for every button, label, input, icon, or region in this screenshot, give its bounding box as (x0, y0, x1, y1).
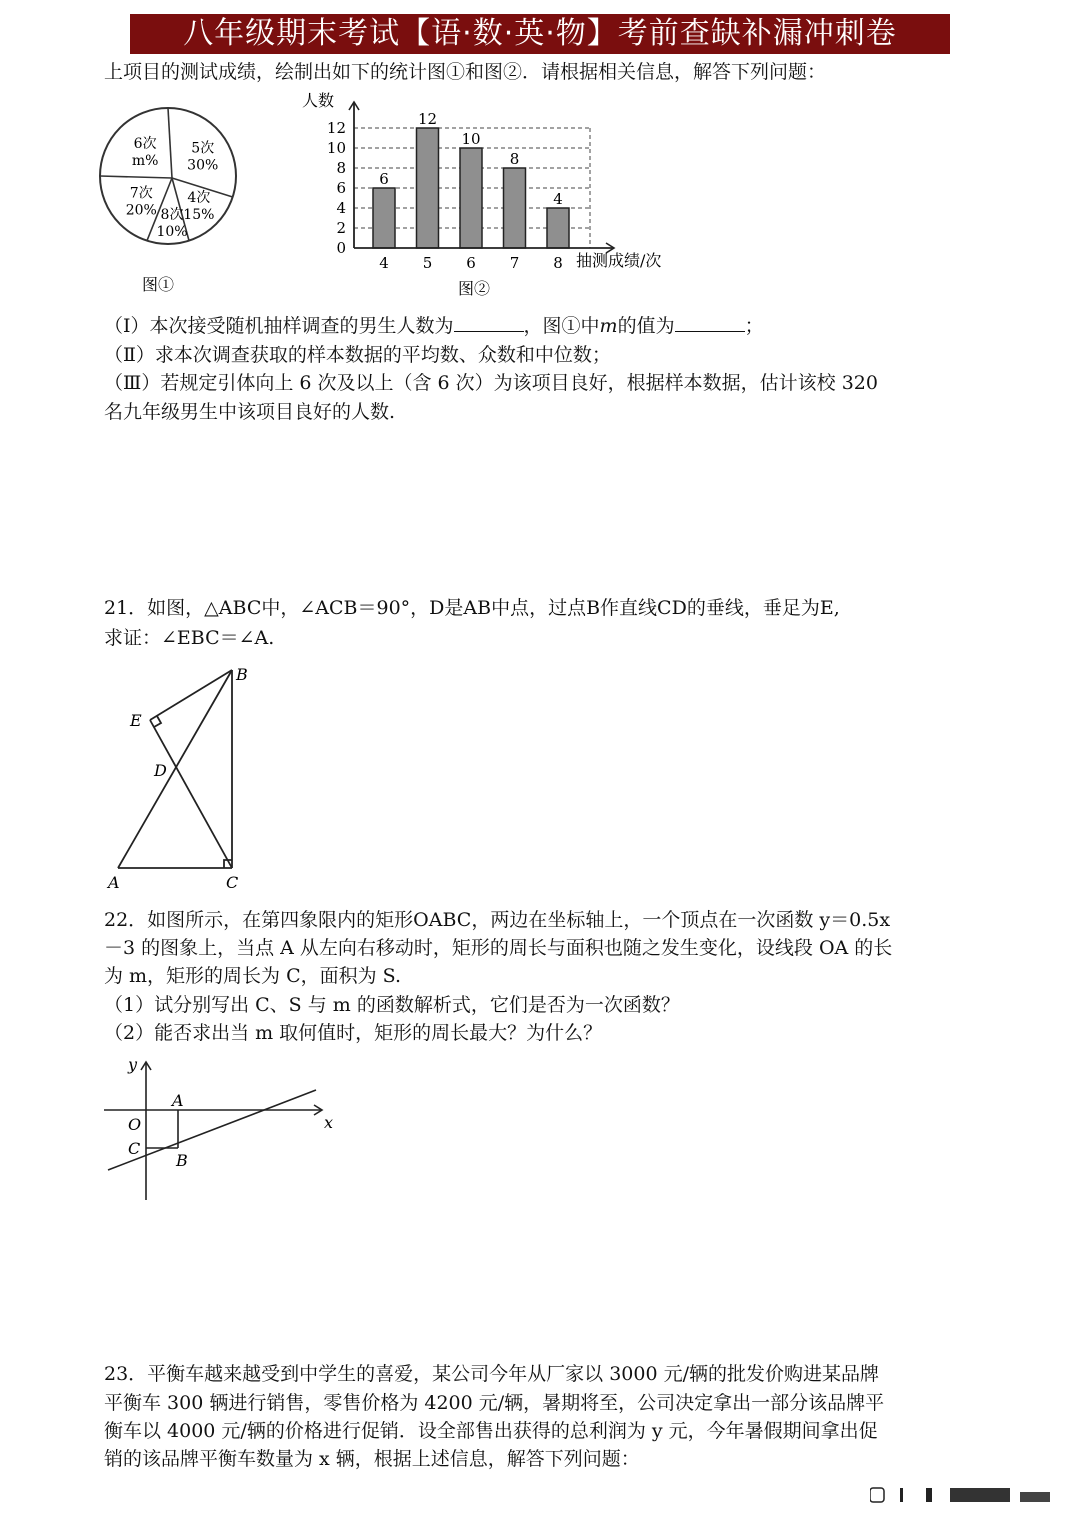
y-axis-label: 人数 (302, 91, 335, 110)
q21-line2: 求证：∠EBC＝∠A. (104, 627, 275, 649)
q20-part1: （Ⅰ）本次接受随机抽样调查的男生人数为 ，图①中m的值为 ； (104, 315, 764, 337)
x-tick-label: 8 (553, 254, 563, 272)
pie-slice-label: 5次 (191, 140, 215, 157)
pie-slice-label: 7次 (129, 185, 153, 202)
coordinate-figure (100, 1050, 350, 1205)
decorative-bars (870, 1486, 1060, 1506)
y-tick-label: 10 (326, 139, 346, 157)
pie-slice-percent: 30% (187, 157, 219, 174)
triangle-figure (100, 660, 270, 896)
page-banner: 八年级期末考试【语·数·英·物】考前查缺补漏冲刺卷 (130, 14, 950, 54)
bar-value-label: 6 (379, 170, 389, 188)
q22-part2: （2）能否求出当 m 取何值时，矩形的周长最大？为什么？ (104, 1022, 603, 1044)
q20-part2: （Ⅱ）求本次调查获取的样本数据的平均数、众数和中位数； (104, 344, 611, 366)
x-tick-label: 4 (379, 254, 389, 272)
q23-line1: 23．平衡车越来越受到中学生的喜爱，某公司今年从厂家以 3000 元/辆的批发价购进某品牌 (104, 1363, 880, 1385)
q22-part1: （1）试分别写出 C、S 与 m 的函数解析式，它们是否为一次函数？ (104, 994, 680, 1016)
y-tick-label: 4 (336, 199, 346, 217)
q20-part3a: （Ⅲ）若规定引体向上 6 次及以上（含 6 次）为该项目良好，根据样本数据，估计该校 320 (104, 372, 878, 394)
q21-line1: 21．如图，△ABC中，∠ACB＝90°，D是AB中点，过点B作直线CD的垂线，垂足为E, (104, 597, 840, 619)
q20-part3b: 名九年级男生中该项目良好的人数. (104, 401, 396, 423)
segment-EB (150, 670, 232, 720)
y-tick-label: 6 (336, 179, 346, 197)
bar (547, 208, 569, 248)
pie-caption: 图① (141, 275, 175, 294)
y-tick-label: 8 (336, 159, 346, 177)
label-E: E (130, 711, 142, 730)
q23-line2: 平衡车 300 辆进行销售，零售价格为 4200 元/辆，暑期将至，公司决定拿出一部分该品牌平 (104, 1392, 885, 1414)
y-tick-label: 2 (336, 219, 346, 237)
bar-value-label: 8 (509, 150, 520, 168)
answer-blank-1[interactable] (454, 313, 524, 332)
label-A: A (108, 873, 120, 892)
pie-slice-percent: m% (131, 153, 159, 170)
pie-chart (96, 100, 256, 300)
bar-value-label: 10 (461, 130, 481, 148)
pie-slice-percent: 15% (183, 206, 215, 223)
bar (417, 128, 439, 248)
label-B: B (236, 665, 248, 684)
bar-value-label: 4 (553, 190, 563, 208)
label-A: A (172, 1091, 184, 1110)
q23-line3: 衡车以 4000 元/辆的价格进行促销．设全部售出获得的总利润为 y 元，今年暑假期间拿出促 (104, 1420, 878, 1442)
label-O: O (128, 1115, 142, 1134)
pie-slice-label: 4次 (187, 189, 211, 206)
answer-blank-2[interactable] (675, 313, 745, 332)
pie-slice-percent: 10% (156, 224, 188, 240)
x-tick-label: 7 (509, 254, 520, 272)
label-B: B (176, 1151, 188, 1170)
q22-line2: －3 的图象上，当点 A 从左向右移动时，矩形的周长与面积也随之发生变化，设线段 OA 的长 (104, 937, 893, 959)
x-tick-label: 5 (422, 254, 433, 272)
q20-intro: 上项目的测试成绩，绘制出如下的统计图①和图②．请根据相关信息，解答下列问题： (104, 61, 827, 83)
label-y: y (128, 1055, 138, 1074)
q22-line3: 为 m，矩形的周长为 C，面积为 S. (104, 965, 402, 987)
pie-slice-label: 8次 (160, 207, 184, 223)
bar-caption: 图② (457, 279, 491, 298)
y-tick-label: 0 (336, 239, 346, 257)
bar-value-label: 12 (417, 110, 438, 128)
bar-chart (296, 88, 686, 300)
label-C: C (128, 1139, 141, 1158)
bar (460, 148, 482, 248)
pie-slice-percent: 20% (125, 202, 157, 219)
label-D: D (154, 761, 167, 780)
pie-slice-label: 6次 (133, 136, 157, 153)
q23-line4: 销的该品牌平衡车数量为 x 辆，根据上述信息，解答下列问题： (104, 1448, 640, 1470)
label-C: C (226, 873, 239, 892)
y-tick-label: 12 (326, 119, 346, 137)
bar (504, 168, 526, 248)
bar (373, 188, 395, 248)
q22-line1: 22．如图所示，在第四象限内的矩形OABC，两边在坐标轴上，一个顶点在一次函数 y＝0.5x (104, 909, 891, 931)
x-tick-label: 6 (466, 254, 476, 272)
label-x: x (324, 1113, 334, 1132)
x-axis-label: 抽测成绩/次 (576, 251, 662, 270)
